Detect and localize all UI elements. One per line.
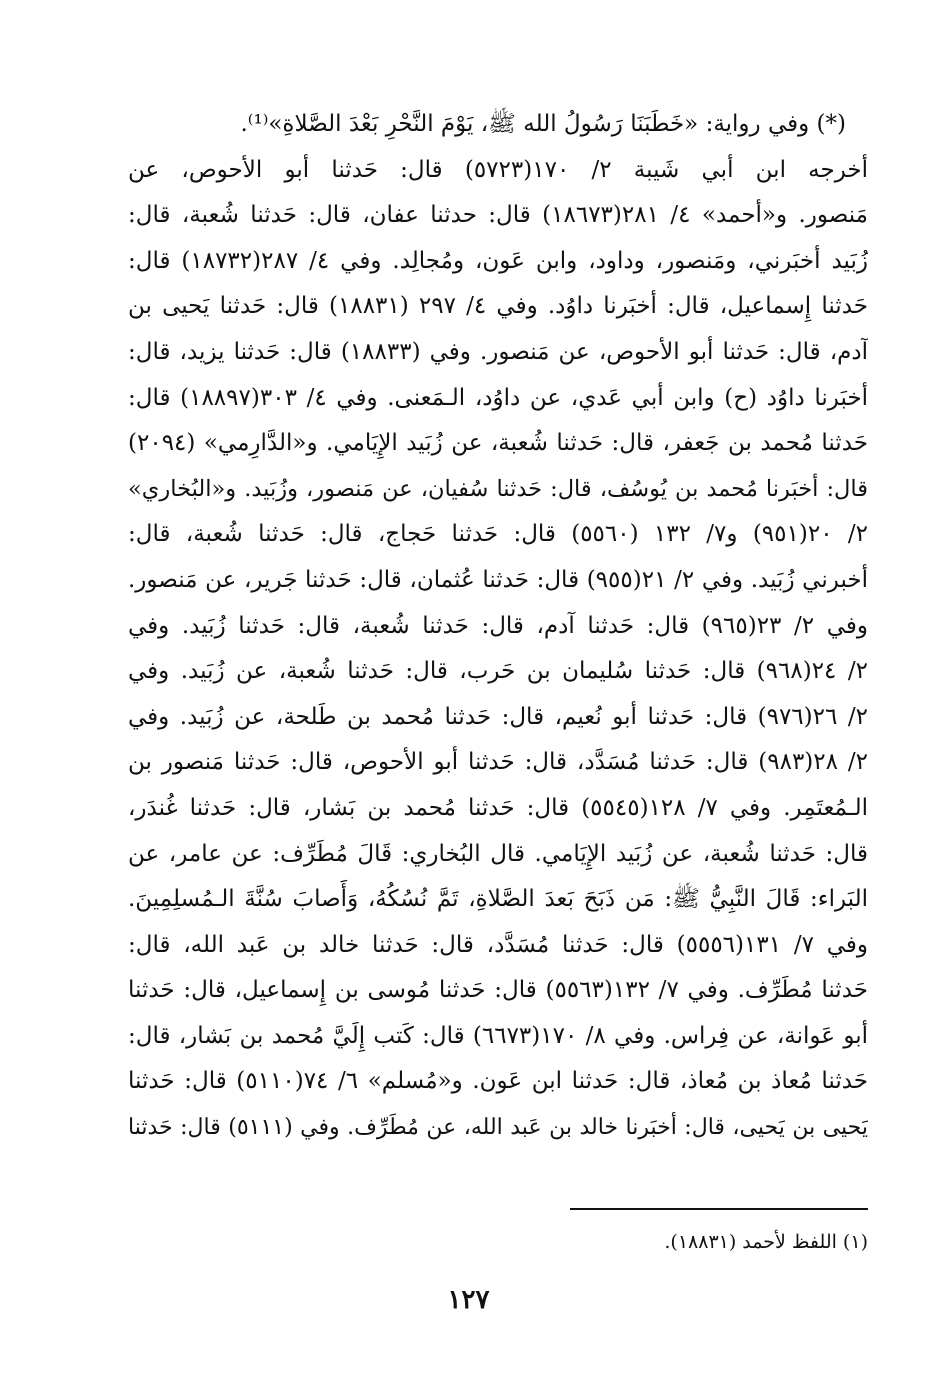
footnote-divider [570,1208,868,1210]
text-line-5: حَدثنا إِسماعيل، قال: أخبَرنا داوُد. وفي ٤/ ٢٩٧ (١٨٨٣١) قال: حَدثنا يَحيى بن [128,293,868,320]
text-line-15: ٢/ ٢٨(٩٨٣) قال: حَدثنا مُسَدَّد، قال: حَدثنا أبو الأحوص، قال: حَدثنا مَنصور بن [128,749,868,776]
text-line-7: أخبَرنا داوُد (ح) وابن أبي عَدي، عن داوُد، الـمَعنى. وفي ٤/ ٣٠٣(١٨٨٩٧) قال: [128,384,868,411]
text-line-18: البَراء: قَالَ النَّبِيُّ ﷺ: مَن ذَبَحَ بَعدَ الصَّلاةِ، تَمَّ نُسُكُهُ، وَأَصابَ سُنَّةَ الـمُسلِمِينَ. [128,886,868,913]
text-line-10: ٢/ ٢٠(٩٥١) و٧/ ١٣٢ (٥٥٦٠) قال: حَدثنا حَجاج، قال: حَدثنا شُعبة، قال: [128,521,868,548]
footnote: (١) اللفظ لأحمد (١٨٨٣١). [664,1231,868,1253]
text-line-3: مَنصور. و«أحمد» ٤/ ٢٨١(١٨٦٧٣) قال: حدثنا عفان، قال: حَدثنا شُعبة، قال: [128,202,868,229]
main-text [128,102,868,1151]
text-line-11: أخبرني زُبَيد. وفي ٢/ ٢١(٩٥٥) قال: حَدثنا عُثمان، قال: حَدثنا جَرير، عن مَنصور. [128,566,868,593]
text-line-9: قال: أخبَرنا مُحمد بن يُوسُف، قال: حَدثنا سُفيان، عن مَنصور، وزُبَيد. و«البُخاري» [128,475,868,502]
text-line-1: (*) وفي رواية: «خَطَبَنَا رَسُولُ الله ﷺ، يَوْمَ النَّحْرِ بَعْدَ الصَّلاةِ»⁽¹⁾. [240,111,846,137]
text-line-2: أخرجه ابن أبي شَيبة ٢/ ١٧٠(٥٧٢٣) قال: حَدثنا أبو الأحوص، عن [128,156,868,183]
text-line-17: قال: حَدثنا شُعبة، عن زُبَيد الإِيَامي. قال البُخاري: قَالَ مُطَرِّف: عن عامر، عن [128,840,868,867]
text-line-16: الـمُعتَمِر. وفي ٧/ ١٢٨(٥٥٤٥) قال: حَدثنا مُحمد بن بَشار، قال: حَدثنا غُندَر، [128,794,868,821]
text-line-4: زُبَيد أخبَرني، ومَنصور، وداود، وابن عَون، ومُجالِد. وفي ٤/ ٢٨٧(١٨٧٣٢) قال: [128,247,868,274]
text-line-19: وفي ٧/ ١٣١(٥٥٥٦) قال: حَدثنا مُسَدَّد، قال: حَدثنا خالد بن عَبد الله، قال: [128,931,868,958]
text-line-23: يَحيى بن يَحيى، قال: أخبَرنا خالد بن عَبد الله، عن مُطَرِّف. وفي (٥١١١) قال: حَدثنا [128,1115,868,1141]
text-line-20: حَدثنا مُطَرِّف. وفي ٧/ ١٣٢(٥٥٦٣) قال: حَدثنا مُوسى بن إِسماعيل، قال: حَدثنا [128,977,868,1004]
text-line-12: وفي ٢/ ٢٣(٩٦٥) قال: حَدثنا آدم، قال: حَدثنا شُعبة، قال: حَدثنا زُبَيد. وفي [128,612,868,639]
text-line-21: أبو عَوانة، عن فِراس. وفي ٨/ ١٧٠(٦٦٧٣) قال: كَتب إِلَيَّ مُحمد بن بَشار، قال: [128,1022,868,1049]
text-line-13: ٢/ ٢٤(٩٦٨) قال: حَدثنا سُليمان بن حَرب، قال: حَدثنا شُعبة، عن زُبَيد. وفي [128,658,868,685]
text-line-22: حَدثنا مُعاذ بن مُعاذ، قال: حَدثنا ابن عَون. و«مُسلم» ٦/ ٧٤(٥١١٠) قال: حَدثنا [128,1068,868,1095]
text-line-8: حَدثنا مُحمد بن جَعفر، قال: حَدثنا شُعبة، عن زُبَيد الإِيَامي. و«الدَّارِمي» (٢٠٩٤) [128,430,868,457]
text-line-6: آدم، قال: حَدثنا أبو الأحوص، عن مَنصور. وفي (١٨٨٣٣) قال: حَدثنا يزيد، قال: [128,338,868,365]
page-number: ١٢٧ [447,1285,490,1315]
text-line-14: ٢/ ٢٦(٩٧٦) قال: حَدثنا أبو نُعيم، قال: حَدثنا مُحمد بن طَلحة، عن زُبَيد. وفي [128,703,868,730]
